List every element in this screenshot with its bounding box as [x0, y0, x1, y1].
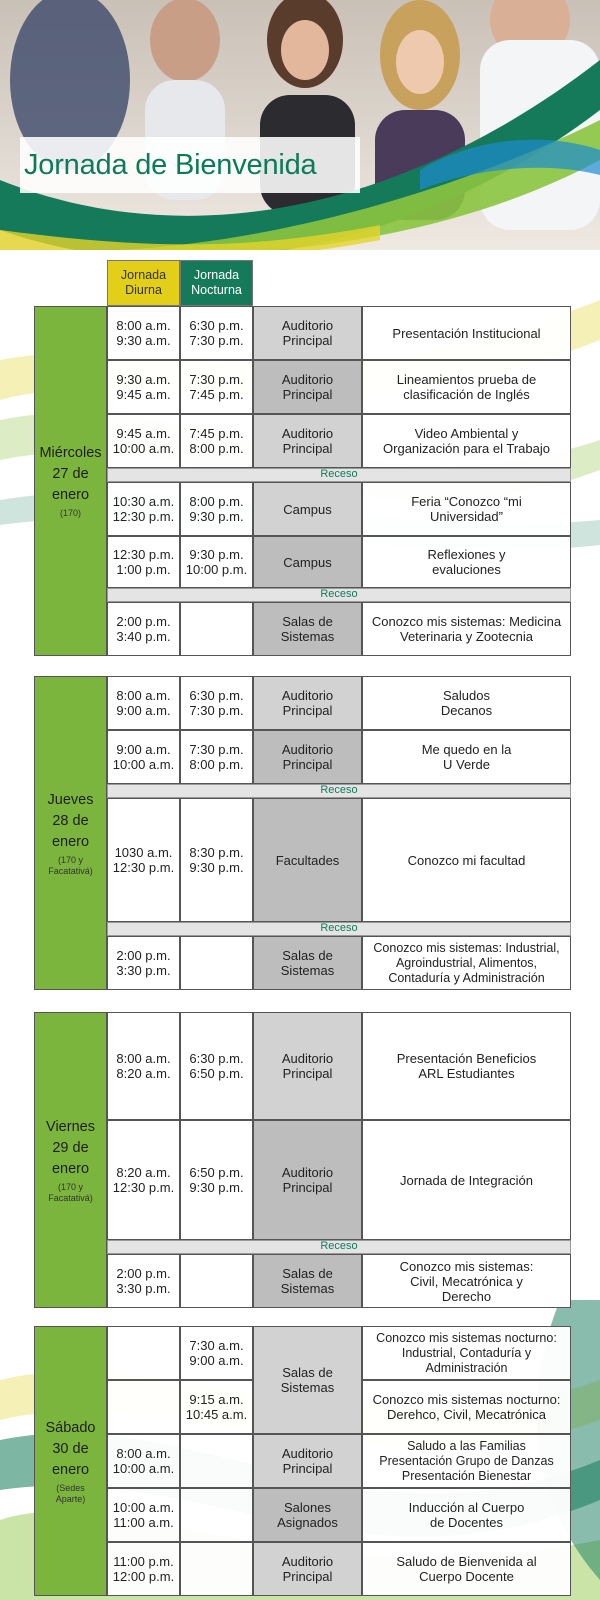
venue: Salones Asignados [253, 1488, 362, 1542]
venue: Auditorio Principal [253, 360, 362, 414]
activity: Conozco mi facultad [362, 798, 571, 922]
day-location: (170 y Facatativá) [48, 1181, 93, 1203]
header-jornada-nocturna: Jornada Nocturna [180, 260, 253, 306]
day-block [34, 676, 571, 990]
time-nocturna [180, 1434, 253, 1488]
schedule-row [107, 936, 571, 990]
activity: Conozco mis sistemas: Industrial, Agroindustrial, Alimentos, Contaduría y Administración [362, 936, 571, 990]
activity: Presentación Beneficios ARL Estudiantes [362, 1012, 571, 1120]
venue: Auditorio Principal [253, 306, 362, 360]
page-title: Jornada de Bienvenida [20, 137, 360, 193]
activity: Jornada de Integración [362, 1120, 571, 1240]
time-diurna: 8:20 a.m. 12:30 p.m. [107, 1120, 180, 1240]
venue: Auditorio Principal [253, 1542, 362, 1596]
venue: Auditorio Principal [253, 1434, 362, 1488]
time-diurna: 10:00 a.m. 11:00 a.m. [107, 1488, 180, 1542]
activity: Conozco mis sistemas: Civil, Mecatrónica y Derecho [362, 1254, 571, 1308]
activity: Conozco mis sistemas: Medicina Veterinaria y Zootecnia [362, 602, 571, 656]
day-block [34, 306, 571, 656]
day-name: Viernes 29 de enero [46, 1118, 95, 1177]
day-name: Jueves 28 de enero [47, 791, 94, 850]
recess-row: Receso [107, 468, 571, 482]
activity: Me quedo en la U Verde [362, 730, 571, 784]
venue: Auditorio Principal [253, 730, 362, 784]
activity: Presentación Institucional [362, 306, 571, 360]
day-header [34, 1012, 107, 1308]
venue: Auditorio Principal [253, 1012, 362, 1120]
time-diurna: 2:00 p.m. 3:30 p.m. [107, 1254, 180, 1308]
schedule-row [107, 602, 571, 656]
activity: Lineamientos prueba de clasificación de Inglés [362, 360, 571, 414]
venue: Salas de Sistemas [253, 1326, 362, 1434]
time-nocturna: 9:15 a.m. 10:45 a.m. [180, 1380, 253, 1434]
recess-row: Receso [107, 922, 571, 936]
time-nocturna: 8:30 p.m. 9:30 p.m. [180, 798, 253, 922]
day-name: Miércoles 27 de enero [39, 445, 102, 503]
time-diurna: 8:00 a.m. 8:20 a.m. [107, 1012, 180, 1120]
time-diurna: 9:00 a.m. 10:00 a.m. [107, 730, 180, 784]
time-nocturna [180, 602, 253, 656]
time-diurna: 10:30 a.m. 12:30 p.m. [107, 482, 180, 536]
time-nocturna [180, 1488, 253, 1542]
time-nocturna: 7:45 p.m. 8:00 p.m. [180, 414, 253, 468]
schedule-row [107, 1488, 571, 1542]
venue: Auditorio Principal [253, 676, 362, 730]
time-diurna: 12:30 p.m. 1:00 p.m. [107, 536, 180, 588]
activity: Saludos Decanos [362, 676, 571, 730]
day-header [34, 1326, 107, 1596]
venue: Campus [253, 482, 362, 536]
schedule-row [107, 306, 571, 360]
schedule-row [107, 1254, 571, 1308]
venue: Auditorio Principal [253, 414, 362, 468]
time-nocturna: 8:00 p.m. 9:30 p.m. [180, 482, 253, 536]
time-diurna: 8:00 a.m. 9:00 a.m. [107, 676, 180, 730]
time-nocturna: 6:30 p.m. 7:30 p.m. [180, 306, 253, 360]
time-nocturna: 7:30 p.m. 8:00 p.m. [180, 730, 253, 784]
day-location: (170) [59, 508, 81, 518]
recess-row: Receso [107, 1240, 571, 1254]
time-diurna: 1030 a.m. 12:30 p.m. [107, 798, 180, 922]
day-header [34, 676, 107, 990]
schedule-row [107, 1326, 571, 1395]
venue: Salas de Sistemas [253, 602, 362, 656]
schedule-row [107, 1120, 571, 1240]
time-diurna: 9:45 a.m. 10:00 a.m. [107, 414, 180, 468]
day-location: (Sedes Aparte) [55, 1482, 86, 1504]
schedule-row [107, 360, 571, 414]
time-diurna: 8:00 a.m. 10:00 a.m. [107, 1434, 180, 1488]
time-diurna [107, 1326, 180, 1380]
day-block [34, 1326, 571, 1596]
venue: Auditorio Principal [253, 1120, 362, 1240]
time-diurna: 9:30 a.m. 9:45 a.m. [107, 360, 180, 414]
schedule-row [107, 1434, 571, 1488]
time-nocturna: 9:30 p.m. 10:00 p.m. [180, 536, 253, 588]
time-diurna: 2:00 p.m. 3:40 p.m. [107, 602, 180, 656]
schedule-row [107, 1380, 571, 1434]
venue: Facultades [253, 798, 362, 922]
schedule-row [107, 414, 571, 468]
time-nocturna: 6:30 p.m. 6:50 p.m. [180, 1012, 253, 1120]
venue: Salas de Sistemas [253, 936, 362, 990]
activity: Inducción al Cuerpo de Docentes [362, 1488, 571, 1542]
time-nocturna [180, 1254, 253, 1308]
day-name: Sábado 30 de enero [45, 1419, 96, 1478]
schedule-row [107, 676, 571, 730]
schedule-row [107, 536, 571, 588]
time-nocturna [180, 936, 253, 990]
activity: Saludo de Bienvenida al Cuerpo Docente [362, 1542, 571, 1596]
activity: Conozco mis sistemas nocturno: Derehco, Civil, Mecatrónica [362, 1380, 571, 1434]
activity: Feria “Conozco “mi Universidad” [362, 482, 571, 536]
schedule-row [107, 482, 571, 536]
schedule-row [107, 1542, 571, 1596]
hero-photo [0, 0, 600, 250]
day-block [34, 1012, 571, 1308]
activity: Saludo a las Familias Presentación Grupo de Danzas Presentación Bienestar [362, 1434, 571, 1488]
schedule-row [107, 730, 571, 784]
time-diurna: 11:00 p.m. 12:00 p.m. [107, 1542, 180, 1596]
time-nocturna [180, 1542, 253, 1596]
time-nocturna: 6:30 p.m. 7:30 p.m. [180, 676, 253, 730]
time-nocturna: 6:50 p.m. 9:30 p.m. [180, 1120, 253, 1240]
day-location: (170 y Facatativá) [48, 854, 93, 876]
activity: Conozco mis sistemas nocturno: Industrial, Contaduría y Administración [362, 1326, 571, 1380]
time-diurna [107, 1380, 180, 1434]
schedule-row [107, 1012, 571, 1120]
time-nocturna: 7:30 a.m. 9:00 a.m. [180, 1326, 253, 1380]
activity: Reflexiones y evaluciones [362, 536, 571, 588]
venue: Campus [253, 536, 362, 588]
recess-row: Receso [107, 784, 571, 798]
venue: Salas de Sistemas [253, 1254, 362, 1308]
header-jornada-diurna: Jornada Diurna [107, 260, 180, 306]
time-diurna: 2:00 p.m. 3:30 p.m. [107, 936, 180, 990]
schedule-row [107, 798, 571, 922]
time-nocturna: 7:30 p.m. 7:45 p.m. [180, 360, 253, 414]
activity: Video Ambiental y Organización para el Trabajo [362, 414, 571, 468]
recess-row: Receso [107, 588, 571, 602]
hero-banner [0, 0, 600, 250]
day-header [34, 306, 107, 656]
time-diurna: 8:00 a.m. 9:30 a.m. [107, 306, 180, 360]
